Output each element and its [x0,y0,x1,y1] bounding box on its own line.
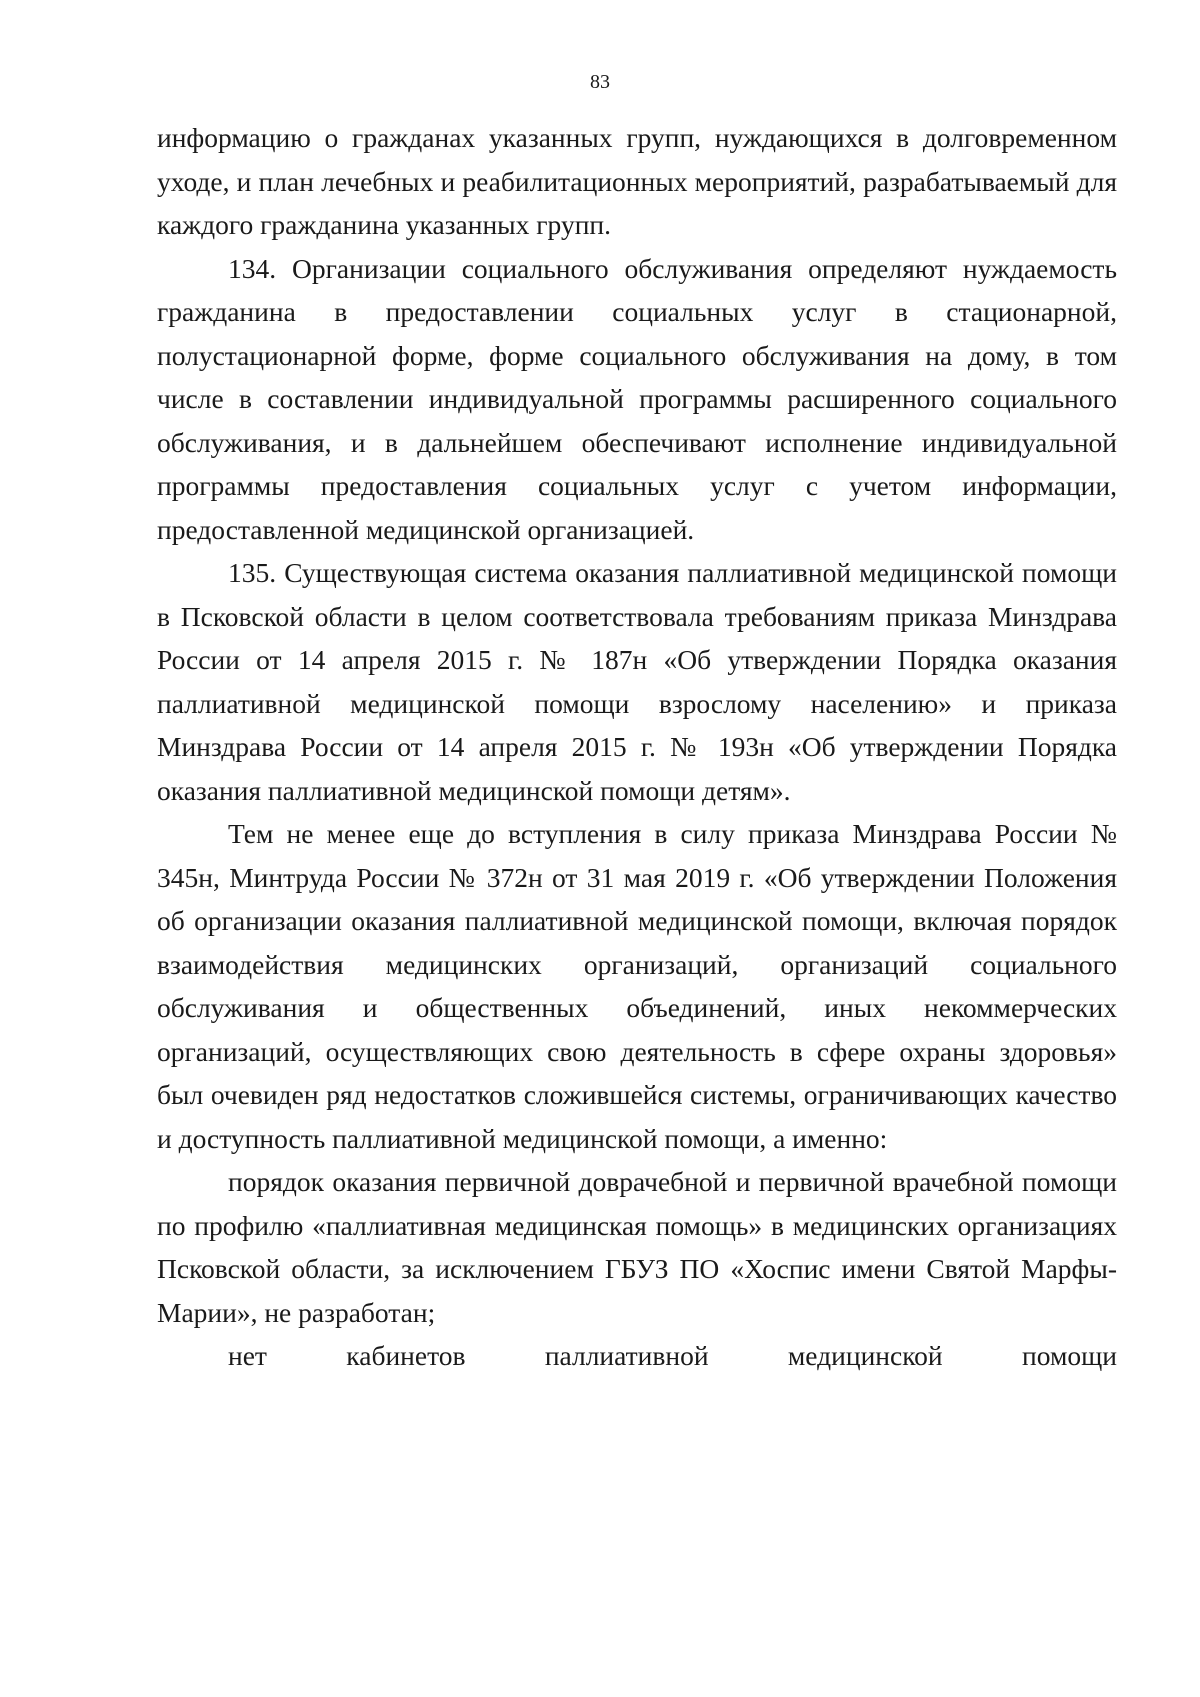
paragraph-continuation: информацию о гражданах указанных групп, нуждающихся в долговременном уходе, и план лечебных и реабилитационных мероприятий, разрабатываемый для каждого гражданина указанных групп. [157,122,1117,240]
paragraph-no-offices: нет кабинетов паллиативной медицинской помощи [228,1340,1117,1371]
paragraph-134: 134. Организации социального обслуживания определяют нуждаемость гражданина в предоставлении социальных услуг в стационарной, полустационарной форме, форме социального обслуживания на дому, в том числе в составлении индивидуальной программы расширенного социального обслуживания, и в дальнейшем обеспечивают исполнение индивидуальной программы предоставления социальных услуг с учетом информации, предоставленной медицинской организацией. [157,252,1117,545]
page-number: 83 [590,71,610,93]
document-body [157,116,1117,1378]
paragraph-135: 135. Существующая система оказания паллиативной медицинской помощи в Псковской области в целом соответствовала требованиям приказа Минздрава России от 14 апреля 2015 г. № 187н «Об утверждении Порядка оказания паллиативной медицинской помощи взрослому населению» и приказа Минздрава России от 14 апреля 2015 г. № 193н «Об утверждении Порядка оказания паллиативной медицинской помощи детям». [157,557,1117,806]
paragraph-deficiencies-intro: Тем не менее еще до вступления в силу приказа Минздрава России № 345н, Минтруда России № 372н от 31 мая 2019 г. «Об утверждении Положения об организации оказания паллиативной медицинской помощи, включая порядок взаимодействия медицинских организаций, организаций социального обслуживания и общественных объединений, иных некоммерческих организаций, осуществляющих свою деятельность в сфере охраны здоровья» был очевиден ряд недостатков сложившейся системы, ограничивающих качество и доступность паллиативной медицинской помощи, а именно: [157,818,1117,1154]
paragraph-primary-care-order: порядок оказания первичной доврачебной и первичной врачебной помощи по профилю «паллиативная медицинская помощь» в медицинских организациях Псковской области, за исключением ГБУЗ ПО «Хоспис имени Святой Марфы-Марии», не разработан; [157,1166,1117,1328]
